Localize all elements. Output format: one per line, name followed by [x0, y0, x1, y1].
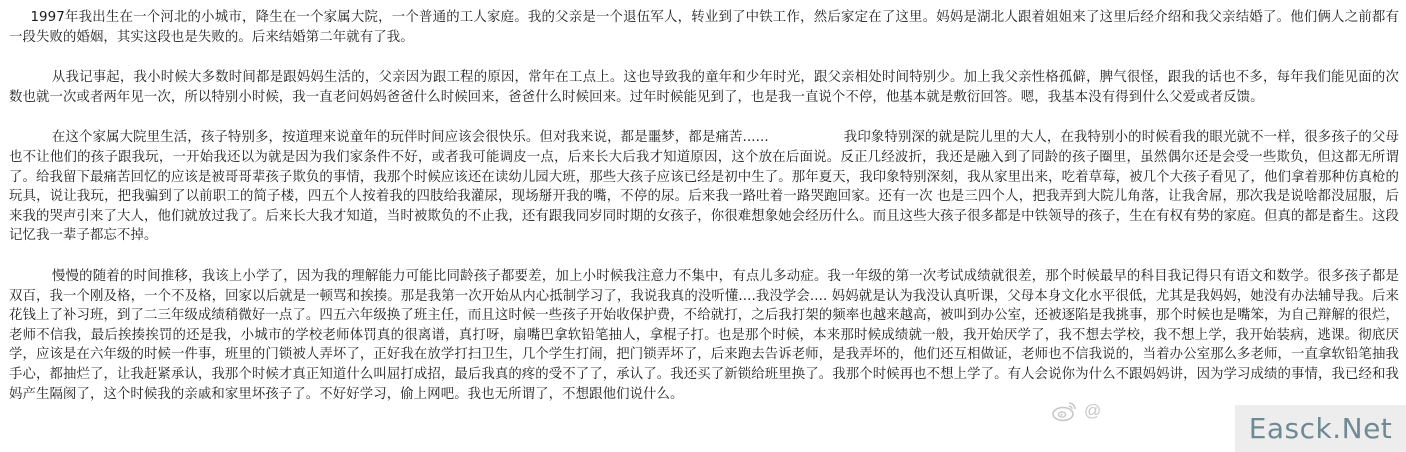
site-watermark-text: Easck.Net	[1248, 412, 1393, 445]
paragraph-childhood: 从我记事起，我小时候大多数时间都是跟妈妈生活的，父亲因为跟工程的原因，常年在工点上。这也导致我的童年和少年时光，跟父亲相处时间特别少。加上我父亲性格孤僻，脾气很怪，跟我的话也不多，每年我们能见面的次数也就一次或者两年见一次，所以特别小时候，我一直老问妈妈爸爸什么时候回来，爸爸什么时候回来。过年时候能见到了，也是我一直说个不停，他基本就是敷衍回答。嗯，我基本没有得到什么父爱或者反馈。	[9, 70, 1399, 105]
weibo-icon	[1052, 400, 1078, 422]
paragraph-compound-memory: 我印象特别深的就是院儿里的大人，在我特别小的时候看我的眼光就不一样，很多孩子的父母也不让他们的孩子跟我玩，一开始我还以为就是因为我们家条件不好，或者我可能调皮一点，后来长大后我才知道原因，这个放在后面说。反正几经波折，我还是融入到了同龄的孩子圈里，虽然偶尔还是会受一些欺负，但这都无所谓了。给我留下最痛苦回忆的应该是被哥哥辈孩子欺负的事情，我那个时候应该还在读幼儿园大班，那些大孩子应该已经是初中生了。那年夏天，我印象特别深刻，我从家里出来，吃着草莓，被几个大孩子看见了，他们拿着那种仿真枪的玩具，说让我玩，把我骗到了以前职工的简子楼，四五个人按着我的四肢给我灌尿，现场掰开我的嘴，不停的尿。后来我一路吐着一路哭跑回家。还有一次 也是三四个人，把我弄到大院儿角落，让我舍屌，那次我是说啥都没屈服，后来我的哭声引来了大人，他们就放过我了。后来长大我才知道，当时被欺负的不止我，还有跟我同岁同时期的女孩子，你很难想象她会经历什么。而且这些大孩子很多都是中铁领导的孩子，生在有权有势的家庭。但真的都是畜生。这段记忆我一辈子都忘不掉。	[9, 130, 1399, 244]
paragraph-intro: 1997年我出生在一个河北的小城市，降生在一个家属大院，一个普通的工人家庭。我的父亲是一个退伍军人，转业到了中铁工作，然后家定在了这里。妈妈是湖北人跟着姐姐来了这里后经介绍和我父亲结婚了。他们俩人之前都有一段失败的婚姻，其实这段也是失败的。后来结婚第二年就有了我。	[9, 10, 1399, 45]
weibo-watermark	[1052, 398, 1102, 424]
weibo-watermark-text: @	[1084, 401, 1103, 420]
paragraph-school: 慢慢的随着的时间推移，我该上小学了，因为我的理解能力可能比同龄孩子都要差，加上小时候我注意力不集中，有点儿多动症。我一年级的第一次考试成绩就很差，那个时候最早的科目我记得只有语文和数学。很多孩子都是双百，我一个刚及格，一个不及格，回家以后就是一顿骂和挨揍。那是我第一次开始从内心抵制学习了，我说我真的没听懂....我没学会.... 妈妈就是认为我没认真听课，父母本身文化水平很低，尤其是我妈妈，她没有办法辅导我。后来花钱上了补习班，到了二三年级成绩稍微好一点了。四五六年级换了班主任，而且这时候一些孩子开始收保护费，不给就打，之后我打架的频率也越来越高，被叫到办公室，还被逐陷是我挑事，那个时候也是嘴笨，为自己辩解的很烂，老师不信我，最后挨揍挨罚的还是我，小城市的学校老师体罚真的很离谱，真打呀，扇嘴巴拿软铅笔抽人，拿棍子打。也是那个时候，本来那时候成绩就一般，我开始厌学了，我不想去学校，我不想上学，我开始装病，逃课。彻底厌学，应该是在六年级的时候一件事，班里的门锁被人弄坏了，正好我在放学打扫卫生，几个学生打闹，把门锁弄坏了，后来跑去告诉老师，是我弄坏的，他们还互相做证，老师也不信我说的，当着办公室那么多老师，一直拿软铅笔抽我手心，都抽烂了，让我赶紧承认，我那个时候才真正知道什么叫屈打成招，最后我真的疼的受不了了，承认了。我还买了新锁给班里换了。我那个时候再也不想上学了。有人会说你为什么不跟妈妈讲，因为学习成绩的事情，我已经和我妈产生隔阂了，这个时候我的亲戚和家里坏孩子了。不好好学习，偷上网吧。我也无所谓了，不想跟他们说什么。	[9, 268, 1399, 402]
paragraph-compound	[9, 128, 1399, 246]
article-body	[9, 8, 1399, 404]
paragraph-compound-lead: 在这个家属大院里生活，孩子特别多，按道理来说童年的玩伴时间应该会很快乐。但对我来说，都是噩梦，都是痛苦......	[51, 130, 769, 146]
site-watermark	[1235, 405, 1406, 452]
